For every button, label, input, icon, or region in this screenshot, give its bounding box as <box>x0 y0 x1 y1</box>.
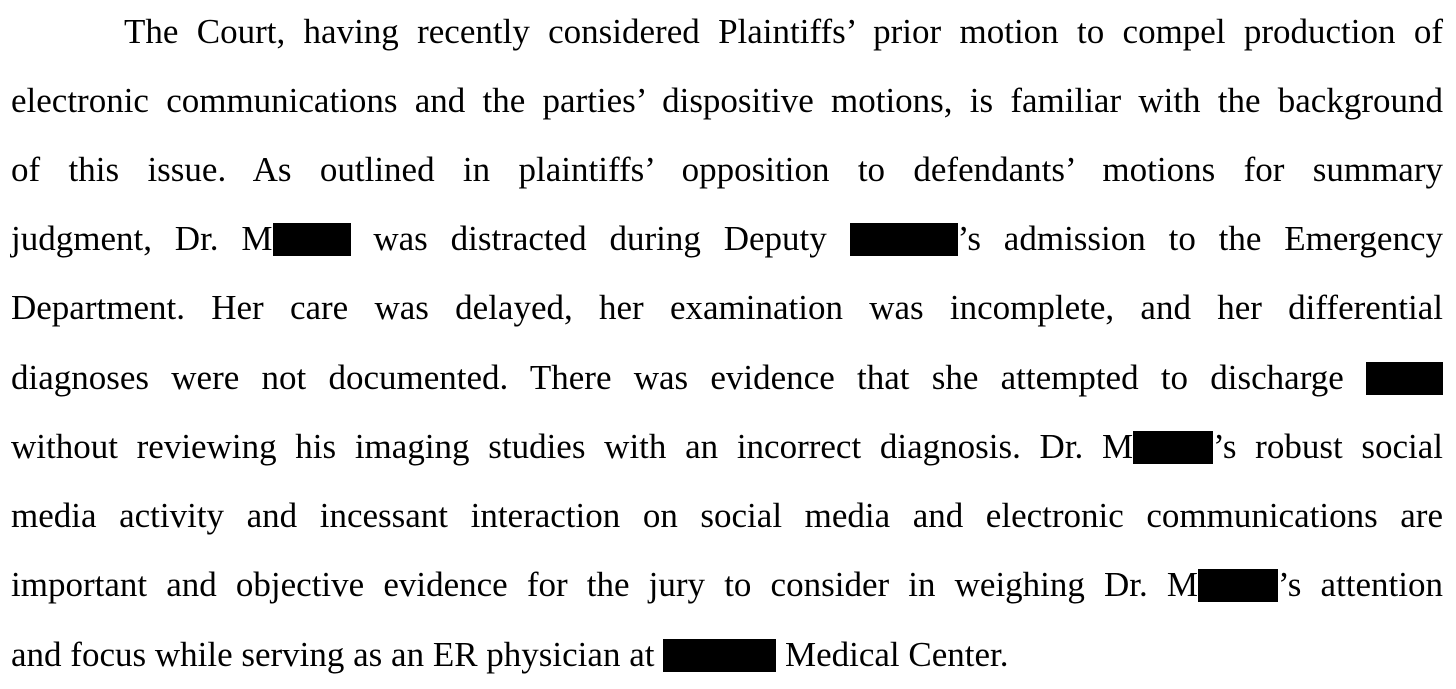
line-text: ’s attention <box>1278 565 1443 604</box>
line-text: judgment, Dr. M <box>11 219 273 258</box>
redaction-box <box>1198 569 1278 602</box>
line-text: ’s robust social <box>1213 427 1444 466</box>
line-text: ’s admission to the Emergency <box>957 219 1443 258</box>
paragraph-line-5 <box>11 283 1443 333</box>
line-text: of this issue. As outlined in plaintiffs’ opposition to defendants’ motions for summary <box>11 150 1443 189</box>
redaction-box <box>1366 362 1443 395</box>
paragraph-line-4 <box>11 214 1443 264</box>
line-text: Medical Center. <box>776 635 1009 674</box>
line-text: and focus while serving as an ER physician at <box>11 635 664 674</box>
line-text: was distracted during Deputy <box>350 219 850 258</box>
paragraph-line-6 <box>11 353 1443 403</box>
line-text: diagnoses were not documented. There was evidence that she attempted to discharge <box>11 358 1366 397</box>
redaction-box <box>273 223 351 256</box>
line-text: important and objective evidence for the jury to consider in weighing Dr. M <box>11 565 1199 604</box>
paragraph-line-2 <box>11 76 1443 126</box>
line-text: electronic communications and the parties’ dispositive motions, is familiar with the background <box>11 81 1443 120</box>
line-text: Department. Her care was delayed, her examination was incomplete, and her differential <box>11 288 1443 327</box>
redaction-box <box>663 639 776 672</box>
redaction-box <box>1133 431 1213 464</box>
paragraph-line-3 <box>11 145 1443 195</box>
line-text: media activity and incessant interaction on social media and electronic communications are <box>11 496 1443 535</box>
paragraph-line-7 <box>11 422 1443 472</box>
redaction-box <box>850 223 958 256</box>
document-page <box>11 0 1443 689</box>
paragraph-line-9 <box>11 560 1443 610</box>
paragraph-line-1 <box>11 7 1443 57</box>
line-text: The Court, having recently considered Plaintiffs’ prior motion to compel production of <box>124 12 1443 51</box>
paragraph-line-10 <box>11 630 1443 680</box>
line-text: without reviewing his imaging studies with an incorrect diagnosis. Dr. M <box>11 427 1134 466</box>
paragraph-line-8 <box>11 491 1443 541</box>
